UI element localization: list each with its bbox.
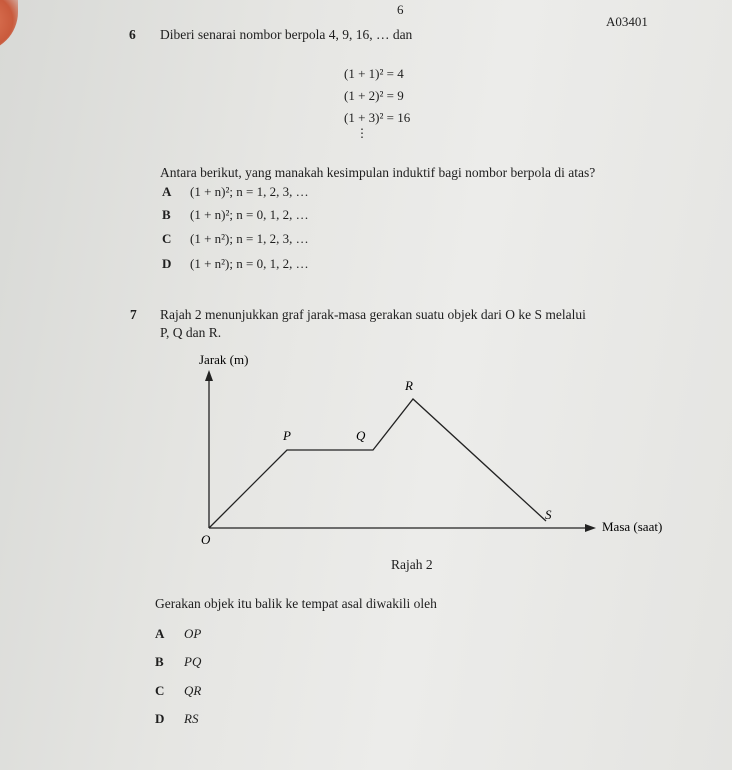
q7-option-b-letter: B: [155, 654, 164, 669]
q7-option-d-text[interactable]: RS: [184, 711, 199, 726]
point-p-label: P: [283, 428, 291, 443]
graph-x-label: Masa (saat): [602, 519, 663, 534]
x-axis-arrow: [585, 524, 596, 532]
q6-option-d-text[interactable]: (1 + n²); n = 0, 1, 2, …: [190, 256, 309, 271]
q6-line-ellipsis: ⋮: [356, 126, 368, 140]
q7-option-d-letter: D: [155, 711, 165, 726]
q7-option-c-text[interactable]: QR: [184, 683, 202, 698]
graph-caption: Rajah 2: [391, 557, 433, 572]
q6-option-b-text[interactable]: (1 + n)²; n = 0, 1, 2, …: [190, 207, 309, 222]
y-axis-arrow: [205, 370, 213, 381]
q6-option-c-letter: C: [162, 231, 172, 246]
q6-line-3: (1 + 3)² = 16: [344, 110, 411, 125]
q7-stem-line2: P, Q dan R.: [160, 325, 222, 340]
q7-stem-line1: Rajah 2 menunjukkan graf jarak-masa gerakan suatu objek dari O ke S melalui: [160, 307, 586, 322]
point-o-label: O: [201, 532, 211, 547]
q6-line-2: (1 + 2)² = 9: [344, 88, 404, 103]
q6-stem: Diberi senarai nombor berpola 4, 9, 16, … dan: [160, 27, 413, 42]
page-number: 6: [397, 2, 404, 17]
q6-option-a-letter: A: [162, 184, 172, 199]
q7-option-a-text[interactable]: OP: [184, 626, 202, 641]
q7-question: Gerakan objek itu balik ke tempat asal diwakili oleh: [155, 596, 437, 611]
q7-option-b-text[interactable]: PQ: [184, 654, 202, 669]
q6-option-b-letter: B: [162, 207, 171, 222]
point-r-label: R: [405, 378, 413, 393]
q7-option-c-letter: C: [155, 683, 165, 698]
q6-line-1: (1 + 1)² = 4: [344, 66, 404, 81]
graph-line: [209, 399, 546, 528]
point-s-label: S: [545, 507, 552, 522]
q6-number: 6: [129, 27, 136, 42]
q6-option-d-letter: D: [162, 256, 172, 271]
graph-y-label: Jarak (m): [199, 352, 249, 367]
q7-option-a-letter: A: [155, 626, 165, 641]
q6-option-a-text[interactable]: (1 + n)²; n = 1, 2, 3, …: [190, 184, 309, 199]
paper-code: A03401: [606, 14, 648, 29]
q6-question: Antara berikut, yang manakah kesimpulan induktif bagi nombor berpola di atas?: [160, 165, 596, 180]
point-q-label: Q: [356, 428, 366, 443]
q7-number: 7: [130, 307, 137, 322]
q6-option-c-text[interactable]: (1 + n²); n = 1, 2, 3, …: [190, 231, 309, 246]
